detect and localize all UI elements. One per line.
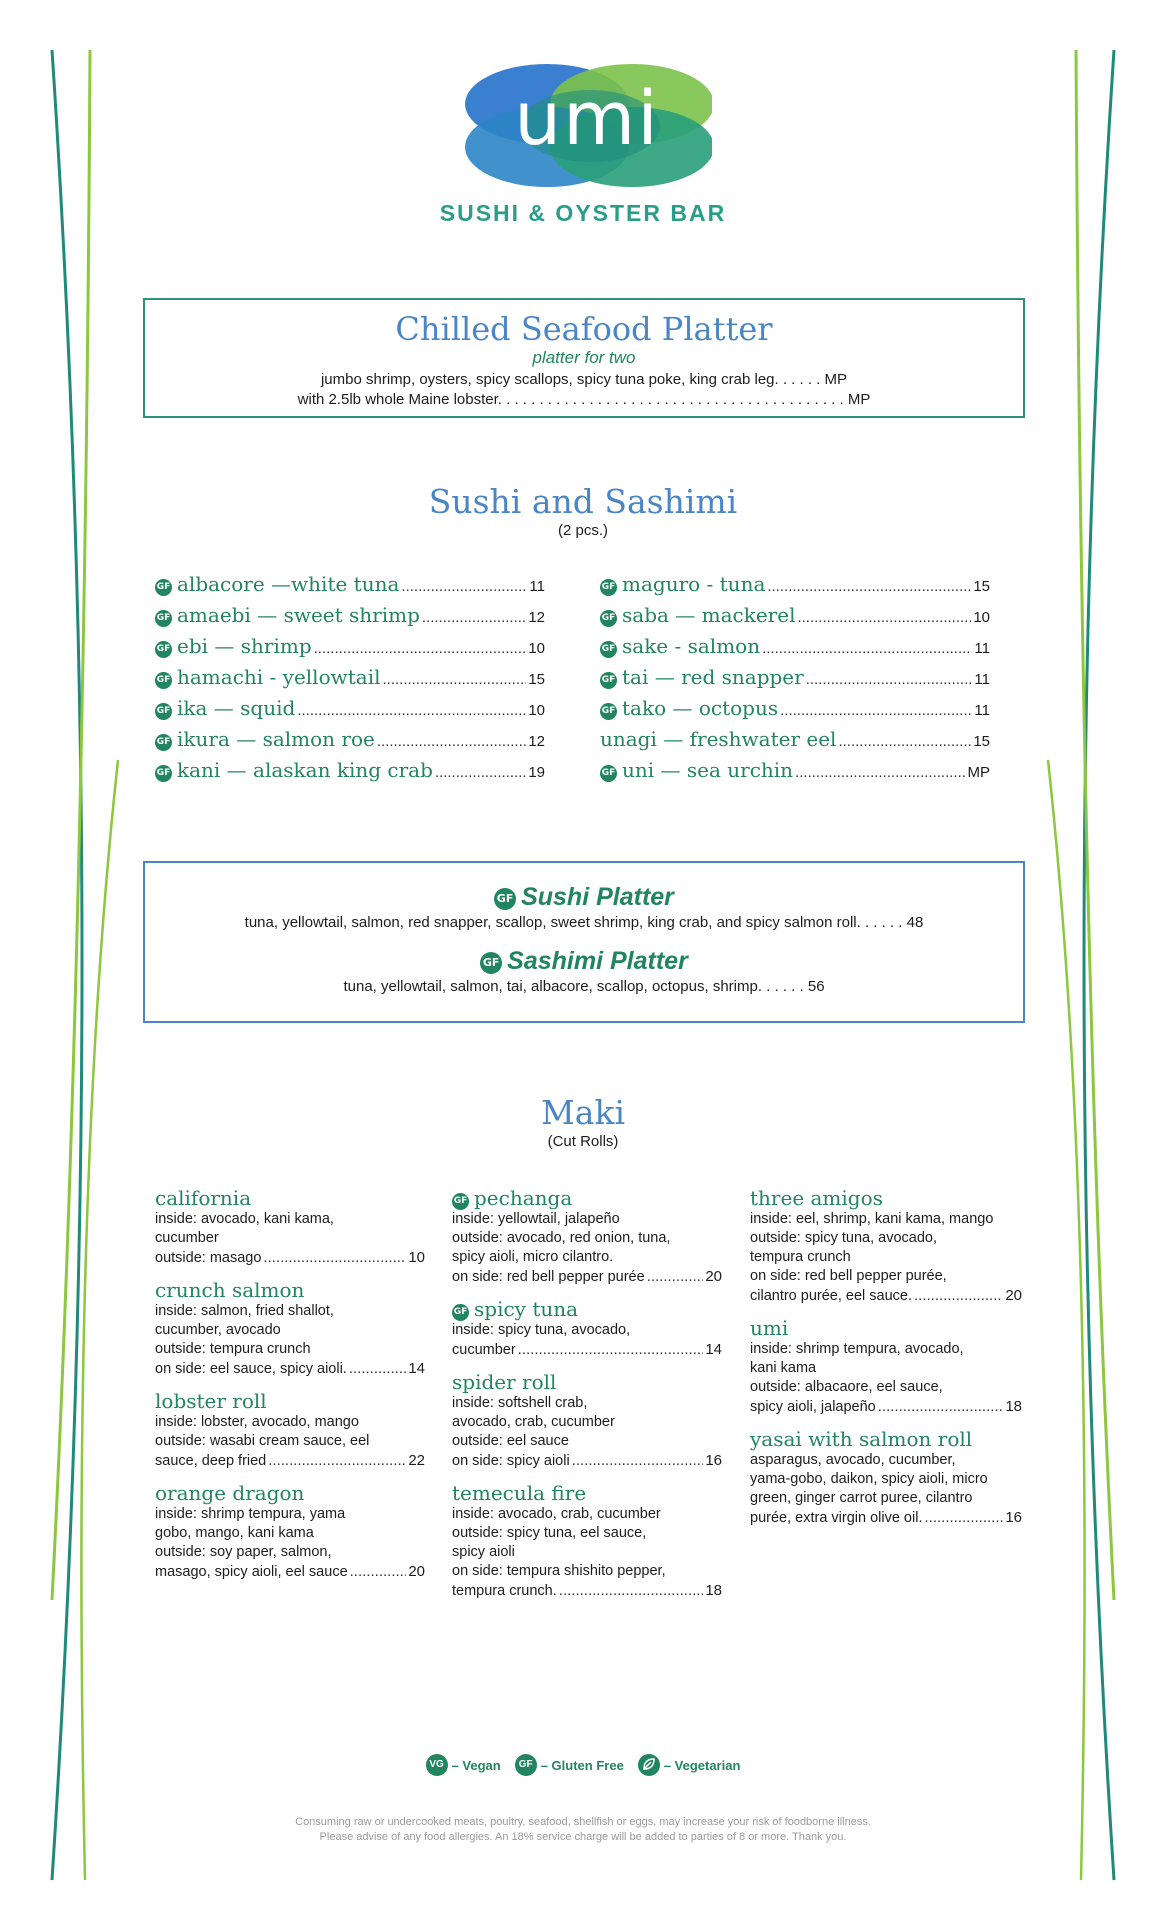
sushi-platter-description: tuna, yellowtail, salmon, red snapper, scallop, sweet shrimp, king crab, and spicy salmon roll. . . . . . 48 xyxy=(244,914,924,931)
maki-item-title: spider roll xyxy=(452,1370,557,1394)
gluten-free-icon: GF xyxy=(155,610,172,627)
maki-item xyxy=(452,1186,722,1287)
legend-gluten-free-label: – Gluten Free xyxy=(540,1757,624,1773)
maki-item-price: 14 xyxy=(408,1360,425,1377)
chilled-platter-lobster-line: with 2.5lb whole Maine lobster. . . . . . . . . . . . . . . . . . . . . . . . . . . . . . . . . . . . . . . . . . MP xyxy=(297,391,871,408)
gluten-free-icon: GF xyxy=(600,672,617,689)
leader-dots xyxy=(647,1267,704,1286)
sushi-item-name xyxy=(600,758,793,782)
maki-item-name xyxy=(750,1427,1022,1451)
maki-ingredient-line: outside: tempura crunch xyxy=(155,1341,311,1357)
sushi-item xyxy=(155,634,545,665)
maki-ingredient-line: outside: soy paper, salmon, xyxy=(155,1544,332,1560)
maki-ingredient-line: cucumber xyxy=(155,1230,219,1246)
maki-ingredient-line: on side: tempura shishito pepper, xyxy=(452,1563,666,1579)
sushi-item-price: 11 xyxy=(974,640,990,657)
leader-dots xyxy=(878,1397,1004,1416)
sushi-item-price: 15 xyxy=(973,578,990,595)
chilled-platter-subtitle: platter for two xyxy=(532,348,636,367)
leader-dots xyxy=(349,1359,406,1378)
maki-ingredient-line: inside: avocado, kani kama, xyxy=(155,1211,334,1227)
sushi-item-label: ika — squid xyxy=(177,696,296,720)
sushi-item-name xyxy=(600,665,804,689)
maki-ingredient-line: cucumber xyxy=(452,1342,516,1358)
maki-section-subtitle: (Cut Rolls) xyxy=(547,1133,619,1150)
sushi-item-price: 15 xyxy=(973,733,990,750)
maki-price-line xyxy=(750,1397,1022,1417)
maki-ingredient-line: on side: spicy aioli xyxy=(452,1453,570,1469)
maki-price-line xyxy=(155,1451,425,1471)
gluten-free-icon: GF xyxy=(600,579,617,596)
legend-vegan xyxy=(426,1754,501,1776)
maki-item-price: 20 xyxy=(705,1268,722,1285)
sushi-item-name xyxy=(155,603,420,627)
maki-ingredient-line: outside: albacaore, eel sauce, xyxy=(750,1379,943,1395)
brand-subtitle: SUSHI & OYSTER BAR xyxy=(439,200,727,226)
maki-ingredient-line: spicy aioli xyxy=(452,1544,515,1560)
sushi-item-name xyxy=(155,758,433,782)
gluten-free-icon: GF xyxy=(155,734,172,751)
maki-ingredient-line: outside: avocado, red onion, tuna, xyxy=(452,1230,671,1246)
maki-price-line xyxy=(452,1267,722,1287)
umi-logo xyxy=(462,62,712,162)
leader-dots xyxy=(377,733,526,750)
leader-dots xyxy=(422,609,526,626)
dietary-legend xyxy=(0,1754,1166,1776)
sushi-item-label: albacore —white tuna xyxy=(177,572,400,596)
maki-item-title: california xyxy=(155,1186,252,1210)
sushi-item-price: 10 xyxy=(528,702,545,719)
sushi-item-label: ikura — salmon roe xyxy=(177,727,375,751)
sushi-item-price: 10 xyxy=(528,640,545,657)
maki-ingredient-line: yama-gobo, daikon, spicy aioli, micro xyxy=(750,1471,988,1487)
sushi-section-subtitle: (2 pcs.) xyxy=(557,522,608,539)
leader-dots xyxy=(572,1451,704,1470)
legend-vegan-label: – Vegan xyxy=(451,1757,501,1773)
gluten-free-icon: GF xyxy=(452,1304,469,1321)
gluten-free-icon: GF xyxy=(494,888,516,910)
sushi-item xyxy=(600,696,990,727)
maki-ingredient-line: inside: avocado, crab, cucumber xyxy=(452,1506,661,1522)
sushi-item xyxy=(600,665,990,696)
sushi-item-name xyxy=(155,696,295,720)
maki-item-title: yasai with salmon roll xyxy=(750,1427,973,1451)
sushi-item-name xyxy=(600,603,795,627)
sushi-item-label: tai — red snapper xyxy=(622,665,804,689)
sushi-item xyxy=(600,572,990,603)
sushi-item-name xyxy=(600,696,778,720)
maki-ingredient-line: inside: eel, shrimp, kani kama, mango xyxy=(750,1211,994,1227)
maki-ingredient-line: outside: spicy tuna, eel sauce, xyxy=(452,1525,647,1541)
sushi-item-price: 11 xyxy=(974,702,990,719)
gluten-free-icon: GF xyxy=(155,703,172,720)
maki-ingredient-line: on side: eel sauce, spicy aioli. xyxy=(155,1361,347,1377)
gluten-free-icon: GF xyxy=(600,765,617,782)
maki-price-line xyxy=(452,1340,722,1360)
sushi-item xyxy=(155,727,545,758)
sushi-item-name xyxy=(600,634,760,658)
maki-column-3 xyxy=(750,1186,1022,1538)
maki-ingredient-line: cilantro purée, eel sauce. xyxy=(750,1288,913,1304)
maki-ingredient-line: cucumber, avocado xyxy=(155,1322,281,1338)
sushi-item-price: 11 xyxy=(529,578,545,595)
maki-ingredient-line: gobo, mango, kani kama xyxy=(155,1525,314,1541)
maki-price-line xyxy=(155,1248,425,1268)
sushi-item-label: amaebi — sweet shrimp xyxy=(177,603,420,627)
legend-gluten-free xyxy=(515,1754,624,1776)
leader-dots xyxy=(350,1562,407,1581)
maki-ingredient-line: on side: red bell pepper purée, xyxy=(750,1268,947,1284)
chilled-platter-title: Chilled Seafood Platter xyxy=(395,310,773,348)
maki-ingredient-line: inside: salmon, fried shallot, xyxy=(155,1303,334,1319)
maki-item-title: umi xyxy=(750,1316,789,1340)
maki-ingredient-line: inside: softshell crab, xyxy=(452,1395,588,1411)
maki-item xyxy=(155,1389,425,1471)
maki-item-title: spicy tuna xyxy=(474,1297,579,1321)
sushi-item-label: kani — alaskan king crab xyxy=(177,758,433,782)
maki-ingredient-line: inside: shrimp tempura, yama xyxy=(155,1506,346,1522)
leader-dots xyxy=(797,609,971,626)
maki-price-line xyxy=(452,1451,722,1471)
gluten-free-icon: GF xyxy=(155,672,172,689)
leaf-icon xyxy=(638,1754,660,1776)
maki-item xyxy=(750,1427,1022,1528)
sushi-item-price: 10 xyxy=(973,609,990,626)
maki-column-2 xyxy=(452,1186,722,1611)
sushi-item-name xyxy=(600,727,836,751)
leader-dots xyxy=(767,578,971,595)
leader-dots xyxy=(263,1248,406,1267)
legend-vegetarian-label: – Vegetarian xyxy=(663,1757,741,1773)
maki-item xyxy=(452,1370,722,1471)
sushi-section-title: Sushi and Sashimi xyxy=(428,482,738,521)
leader-dots xyxy=(780,702,972,719)
leader-dots xyxy=(435,764,526,781)
maki-ingredient-line: spicy aioli, jalapeño xyxy=(750,1399,876,1415)
sushi-item xyxy=(155,603,545,634)
maki-ingredient-line: outside: masago xyxy=(155,1250,262,1266)
maki-ingredient-line: green, ginger carrot puree, cilantro xyxy=(750,1490,973,1506)
sushi-item-price: 12 xyxy=(528,609,545,626)
maki-ingredient-line: tempura crunch xyxy=(750,1249,851,1265)
sushi-item xyxy=(600,634,990,665)
sushi-item-name xyxy=(155,572,399,596)
sushi-item-label: sake - salmon xyxy=(622,634,761,658)
maki-ingredient-line: sauce, deep fried xyxy=(155,1453,267,1469)
leader-dots xyxy=(806,671,973,688)
sushi-item-price: 19 xyxy=(528,764,545,781)
maki-item-price: 20 xyxy=(1005,1287,1022,1304)
maki-column-1 xyxy=(155,1186,425,1592)
maki-ingredient-line: on side: red bell pepper purée xyxy=(452,1269,645,1285)
disclaimer-line-1: Consuming raw or undercooked meats, poultry, seafood, shellfish or eggs, may increase your risk of foodborne illness. xyxy=(295,1816,871,1828)
maki-section-title: Maki xyxy=(540,1093,625,1132)
maki-item-price: 20 xyxy=(408,1563,425,1580)
sushi-list-left xyxy=(155,572,545,789)
maki-price-line xyxy=(155,1359,425,1379)
sushi-item-label: saba — mackerel xyxy=(622,603,796,627)
leader-dots xyxy=(314,640,527,657)
sushi-platter-title: Sushi Platter xyxy=(521,883,674,911)
chilled-platter-box xyxy=(143,298,1025,418)
maki-ingredient-line: spicy aioli, micro cilantro. xyxy=(452,1249,614,1265)
maki-item-name xyxy=(750,1316,1022,1340)
sushi-item xyxy=(155,665,545,696)
sushi-list-right xyxy=(600,572,990,789)
maki-ingredient-line: masago, spicy aioli, eel sauce xyxy=(155,1564,348,1580)
sashimi-platter-description: tuna, yellowtail, salmon, tai, albacore, scallop, octopus, shrimp. . . . . . 56 xyxy=(343,978,825,995)
sushi-item xyxy=(600,758,990,789)
leader-dots xyxy=(924,1508,1003,1527)
maki-item-name xyxy=(452,1297,722,1321)
maki-ingredient-line: inside: yellowtail, jalapeño xyxy=(452,1211,620,1227)
maki-ingredient-line: inside: shrimp tempura, avocado, xyxy=(750,1341,964,1357)
gluten-free-icon: GF xyxy=(600,703,617,720)
sushi-item-price: 15 xyxy=(528,671,545,688)
sushi-item-name xyxy=(600,572,765,596)
maki-ingredient-line: purée, extra virgin olive oil. xyxy=(750,1510,923,1526)
maki-ingredient-line: outside: spicy tuna, avocado, xyxy=(750,1230,938,1246)
sushi-item-price: 12 xyxy=(528,733,545,750)
sushi-item-name xyxy=(155,665,381,689)
maki-price-line xyxy=(750,1286,1022,1306)
maki-price-line xyxy=(750,1508,1022,1528)
maki-item-name xyxy=(155,1278,425,1302)
maki-ingredient-line: outside: wasabi cream sauce, eel xyxy=(155,1433,370,1449)
maki-item-price: 22 xyxy=(408,1452,425,1469)
maki-item-price: 18 xyxy=(705,1582,722,1599)
maki-item xyxy=(750,1316,1022,1417)
disclaimer-line-2: Please advise of any food allergies. An 18% service charge will be added to parties of 8 or more. Thank you. xyxy=(319,1831,847,1843)
maki-ingredient-line: inside: lobster, avocado, mango xyxy=(155,1414,359,1430)
maki-item-name xyxy=(750,1186,1022,1210)
leader-dots xyxy=(268,1451,406,1470)
sushi-item-label: hamachi - yellowtail xyxy=(177,665,381,689)
leader-dots xyxy=(914,1286,1003,1305)
sushi-item-name xyxy=(155,727,375,751)
maki-item-name xyxy=(155,1481,425,1505)
gluten-free-icon: GF xyxy=(155,765,172,782)
sushi-item-label: ebi — shrimp xyxy=(177,634,312,658)
maki-item xyxy=(452,1481,722,1601)
sushi-item xyxy=(155,758,545,789)
maki-item-name xyxy=(155,1186,425,1210)
leader-dots xyxy=(838,733,971,750)
maki-item-price: 16 xyxy=(1005,1509,1022,1526)
sushi-item-price: MP xyxy=(967,764,990,781)
maki-item-name xyxy=(155,1389,425,1413)
gluten-free-icon: GF xyxy=(480,952,502,974)
leader-dots xyxy=(795,764,965,781)
maki-item xyxy=(155,1481,425,1582)
maki-ingredient-line: asparagus, avocado, cucumber, xyxy=(750,1452,956,1468)
maki-item-title: three amigos xyxy=(750,1186,883,1210)
maki-item-title: temecula fire xyxy=(452,1481,587,1505)
maki-item-name xyxy=(452,1370,722,1394)
leader-dots xyxy=(383,671,527,688)
maki-item-price: 16 xyxy=(705,1452,722,1469)
sushi-item-price: 11 xyxy=(974,671,990,688)
maki-price-line xyxy=(452,1581,722,1601)
sushi-item xyxy=(155,572,545,603)
maki-item-title: lobster roll xyxy=(155,1389,267,1413)
legend-vegetarian xyxy=(638,1754,741,1776)
leader-dots xyxy=(518,1340,704,1359)
sushi-item-label: tako — octopus xyxy=(622,696,779,720)
gluten-free-icon: GF xyxy=(515,1754,537,1776)
chilled-platter-line: jumbo shrimp, oysters, spicy scallops, spicy tuna poke, king crab leg. . . . . . MP xyxy=(320,371,848,388)
maki-item-name xyxy=(452,1186,722,1210)
maki-item xyxy=(155,1278,425,1379)
sushi-item-label: uni — sea urchin xyxy=(622,758,794,782)
gluten-free-icon: GF xyxy=(600,641,617,658)
maki-ingredient-line: inside: spicy tuna, avocado, xyxy=(452,1322,631,1338)
maki-item-price: 18 xyxy=(1005,1398,1022,1415)
maki-ingredient-line: outside: eel sauce xyxy=(452,1433,569,1449)
gluten-free-icon: GF xyxy=(452,1193,469,1210)
sashimi-platter xyxy=(145,947,1023,976)
maki-item-title: pechanga xyxy=(474,1186,573,1210)
maki-ingredient-line: tempura crunch. xyxy=(452,1583,557,1599)
sushi-platter xyxy=(145,883,1023,912)
leader-dots xyxy=(762,640,972,657)
maki-item xyxy=(750,1186,1022,1306)
sushi-item-label: maguro - tuna xyxy=(622,572,766,596)
maki-item xyxy=(155,1186,425,1268)
leader-dots xyxy=(559,1581,704,1600)
sushi-item xyxy=(600,603,990,634)
gluten-free-icon: GF xyxy=(155,579,172,596)
maki-ingredient-line: kani kama xyxy=(750,1360,817,1376)
maki-item-price: 10 xyxy=(408,1249,425,1266)
sushi-item-label: unagi — freshwater eel xyxy=(600,727,837,751)
maki-item-name xyxy=(452,1481,722,1505)
maki-item-price: 14 xyxy=(705,1341,722,1358)
logo-wordmark: umi xyxy=(514,76,660,162)
leader-dots xyxy=(297,702,526,719)
sashimi-platter-title: Sashimi Platter xyxy=(507,947,688,975)
maki-item-title: crunch salmon xyxy=(155,1278,305,1302)
gluten-free-icon: GF xyxy=(600,610,617,627)
maki-item xyxy=(452,1297,722,1360)
platters-box xyxy=(143,861,1025,1023)
gluten-free-icon: GF xyxy=(155,641,172,658)
sushi-item-name xyxy=(155,634,312,658)
maki-price-line xyxy=(155,1562,425,1582)
leader-dots xyxy=(401,578,527,595)
maki-item-title: orange dragon xyxy=(155,1481,305,1505)
vegan-icon: VG xyxy=(426,1754,448,1776)
sushi-item xyxy=(155,696,545,727)
maki-ingredient-line: avocado, crab, cucumber xyxy=(452,1414,615,1430)
disclaimer xyxy=(0,1815,1166,1845)
sushi-item xyxy=(600,727,990,758)
